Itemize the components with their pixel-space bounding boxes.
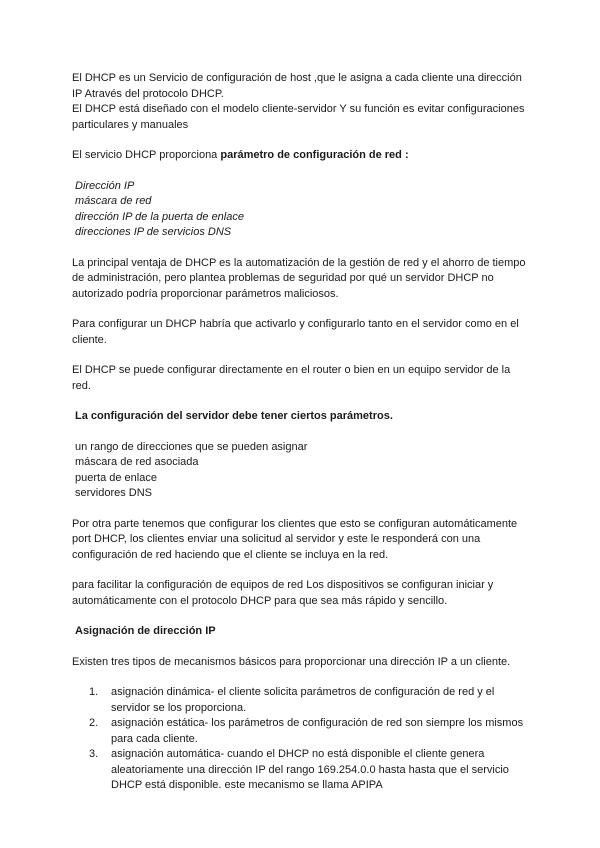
assign-heading: Asignación de dirección IP: [75, 625, 216, 637]
param-item: Dirección IP: [75, 179, 135, 192]
advantage-paragraph: La principal ventaja de DHCP es la automatización de la gestión de red y el ahorro de tiempo de administración, pero plantea problemas de seguridad por qué un servidor DHCP no autorizado podría proporcionar parámetros maliciosos.: [72, 256, 526, 300]
list-text: asignación dinámica- el cliente solicita parámetros de configuración de red y el servidor se los proporciona.: [111, 686, 495, 714]
mechanisms-paragraph: Existen tres tipos de mecanismos básicos para proporcionar una dirección IP a un cliente.: [72, 655, 511, 668]
param-item: dirección IP de la puerta de enlace: [75, 210, 244, 223]
param-item: máscara de red: [75, 195, 152, 207]
server-param-item: puerta de enlace: [75, 471, 157, 484]
facilitate-paragraph: para facilitar la configuración de equipos de red Los dispositivos se configuran iniciar y automáticamente con el protocolo DHCP para que sea más rápido y sencillo.: [72, 579, 494, 607]
list-number: 2.: [89, 717, 99, 729]
service-paragraph: [72, 148, 532, 164]
server-param-item: un rango de direcciones que se pueden asignar: [75, 440, 308, 453]
list-number: 1.: [89, 686, 99, 698]
list-item: [72, 685, 532, 716]
server-param-item: servidores DNS: [75, 487, 153, 499]
service-bold-text: parámetro de configuración de red :: [220, 149, 409, 161]
mechanisms-list: [72, 685, 532, 794]
router-paragraph: El DHCP se puede configurar directamente en el router o bien en un equipo servidor de la red.: [72, 364, 511, 392]
list-number: 3.: [89, 748, 99, 760]
list-text: asignación automática- cuando el DHCP no está disponible el cliente genera aleatoriamente una dirección IP del rango 169.254.0.0 hasta hasta que el servicio DHCP está disponible. este mecanismo se llama APIPA: [111, 748, 509, 791]
params-list: [72, 179, 532, 241]
server-params-list: [72, 440, 532, 502]
server-param-item: máscara de red asociada: [75, 456, 199, 468]
configure-paragraph: Para configurar un DHCP habría que activarlo y configurarlo tanto en el servidor como en el cliente.: [72, 318, 519, 346]
param-item: direcciones IP de servicios DNS: [75, 226, 232, 238]
list-text: asignación estática- los parámetros de configuración de red son siempre los mismos para cada cliente.: [111, 717, 524, 745]
list-item: [72, 716, 532, 747]
service-text: El servicio DHCP proporciona: [72, 149, 221, 161]
intro-paragraph-1: El DHCP es un Servicio de configuración de host ,que le asigna a cada cliente una dirección IP Através del protocolo DHCP.: [72, 72, 522, 100]
server-heading: La configuración del servidor debe tener ciertos parámetros.: [75, 410, 393, 422]
intro-paragraph-2: El DHCP está diseñado con el modelo cliente-servidor Y su función es evitar configuraciones particulares y manuales: [72, 103, 525, 131]
list-item: [72, 747, 532, 794]
document-page: [72, 71, 532, 794]
clients-paragraph: Por otra parte tenemos que configurar los clientes que esto se configuran automáticamente port DHCP, los clientes enviar una solicitud al servidor y este le responderá con una configuración de red haciendo que el cliente se incluya en la red.: [72, 517, 518, 561]
